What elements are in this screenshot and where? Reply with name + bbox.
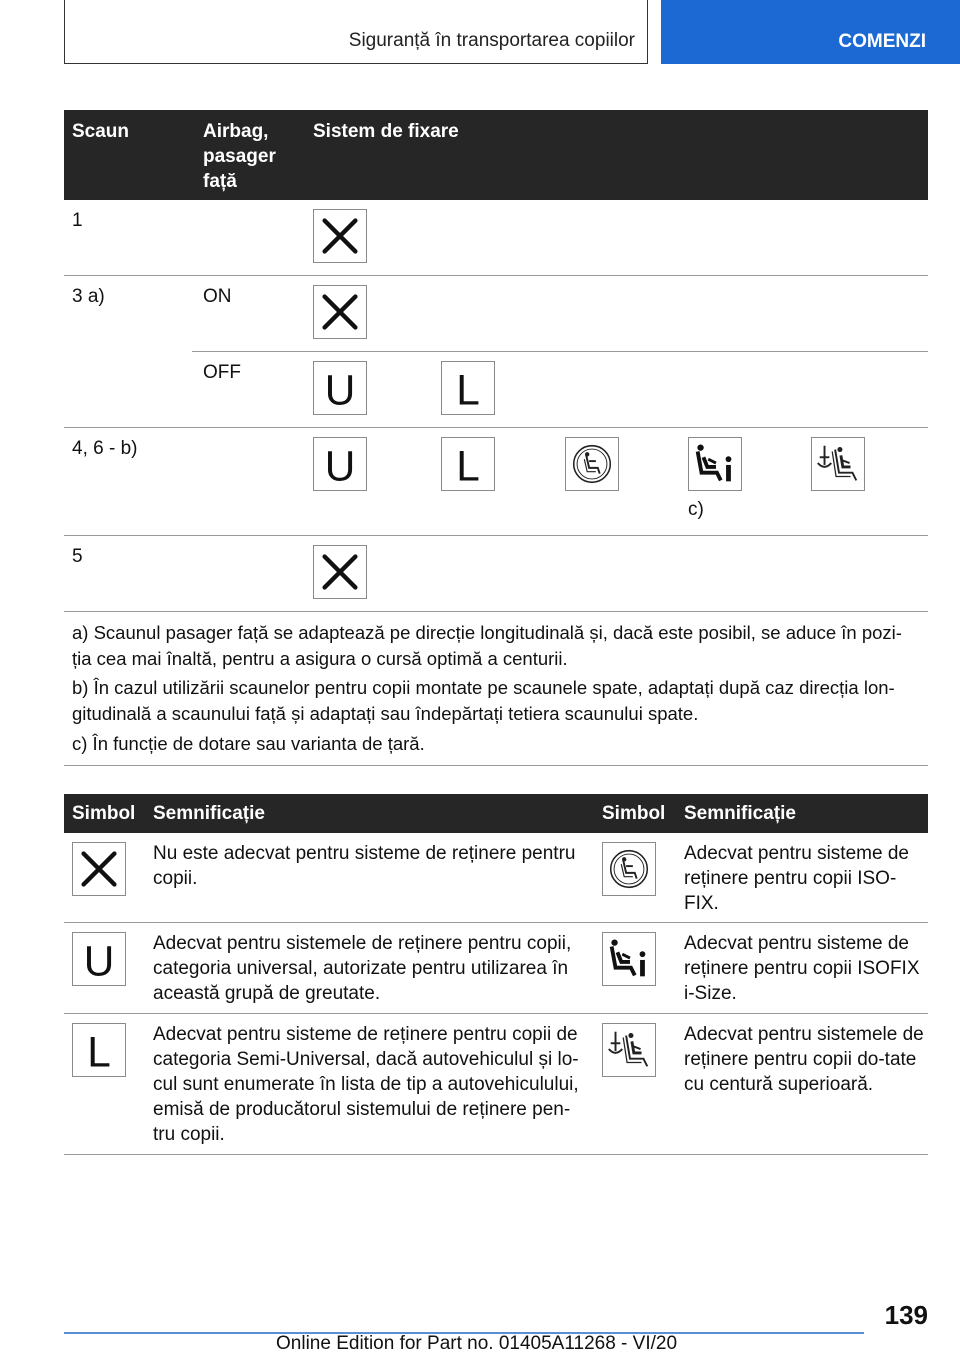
universal-icon — [72, 932, 126, 986]
legend-meaning: Adecvat pentru sistemele de reținere pentru copii do‐tate cu centură superioară. — [684, 1024, 924, 1095]
isofix-isize-icon — [602, 932, 656, 986]
table-row — [64, 1014, 928, 1155]
legend-meaning: Nu este adecvat pentru sisteme de reținere pentru copii. — [153, 843, 576, 889]
legend-meaning: Adecvat pentru sisteme de reținere pentru copii ISOFIX i-Size. — [684, 933, 920, 1004]
seat-value: 4, 6 - b) — [72, 438, 138, 459]
symbol-legend-table — [64, 794, 928, 1155]
svg-text:U: U — [83, 937, 115, 985]
table-row — [64, 833, 928, 923]
legend-meaning: Adecvat pentru sisteme de reținere pentru copii ISO‐FIX. — [684, 843, 909, 914]
header-symbol-right: Simbol — [602, 803, 666, 824]
legend-table-header — [64, 794, 928, 833]
semi-universal-icon — [441, 437, 495, 491]
table-row — [64, 428, 928, 536]
header-fixing-system: Sistem de fixare — [313, 121, 459, 142]
not-suitable-icon — [313, 209, 367, 263]
svg-text:L: L — [456, 442, 480, 490]
legend-meaning: Adecvat pentru sistemele de reținere pentru copii, categoria universal, autorizate pentru utilizarea în această grupă de greutate. — [153, 933, 572, 1004]
header-airbag: Airbag, pasager față — [203, 121, 276, 192]
table-row — [64, 923, 928, 1014]
table-row — [64, 536, 928, 612]
header-seat: Scaun — [72, 121, 130, 142]
svg-text:L: L — [456, 366, 480, 414]
universal-icon — [313, 361, 367, 415]
table-notes — [64, 612, 928, 766]
note-b: b) În cazul utilizării scaunelor pentru copii montate pe scaunele spate, adaptați după caz direcția lon‐gitudinală a scaunului față și adaptați sau îndepărtați tetiera scaunului spate. — [72, 677, 895, 724]
svg-text:L: L — [87, 1028, 111, 1076]
isofix-isize-icon — [688, 437, 742, 491]
not-suitable-icon — [313, 545, 367, 599]
header-section-box — [64, 0, 648, 64]
table-row — [72, 276, 928, 352]
seat-table-header — [64, 110, 928, 200]
page-number: 139 — [884, 1300, 928, 1330]
seat-value: 5 — [72, 546, 83, 567]
footnote-marker: c) — [688, 499, 704, 520]
semi-universal-icon — [72, 1023, 126, 1077]
top-tether-icon — [602, 1023, 656, 1077]
table-row — [64, 352, 928, 428]
tab-label: COMENZI — [838, 31, 926, 52]
airbag-value: ON — [203, 286, 232, 307]
note-c: c) În funcție de dotare sau varianta de țară. — [72, 733, 425, 754]
seat-value: 1 — [72, 210, 83, 231]
note-a: a) Scaunul pasager față se adaptează pe direcție longitudinală și, dacă este posibil, se aduce în pozi‐ția cea mai înaltă, pentru a asigura o cursă optimă a centurii. — [72, 622, 902, 669]
semi-universal-icon — [441, 361, 495, 415]
not-suitable-icon — [313, 285, 367, 339]
universal-icon — [313, 437, 367, 491]
seat-compatibility-table — [64, 110, 928, 766]
tab-comenzi[interactable] — [661, 0, 960, 64]
top-tether-icon — [811, 437, 865, 491]
header-symbol-left: Simbol — [72, 803, 136, 824]
section-title: Siguranță în transportarea copiilor — [348, 30, 635, 51]
edition-text: Online Edition for Part no. 01405A11268 - VI/20 — [276, 1333, 678, 1354]
airbag-value: OFF — [203, 362, 241, 383]
svg-text:U: U — [324, 366, 356, 414]
legend-meaning: Adecvat pentru sisteme de reținere pentru copii de categoria Semi-Universal, dacă autovehiculul și lo‐cul sunt enumerate în lista de tip a autovehiculului, emisă de producătorul sistemului de reținere pen‐tru copii. — [153, 1024, 579, 1145]
header-meaning-right: Semnificație — [684, 803, 796, 824]
header-meaning-left: Semnificație — [153, 803, 265, 824]
table-row — [64, 200, 928, 276]
isofix-icon — [602, 842, 656, 896]
seat-value: 3 a) — [72, 286, 105, 307]
isofix-icon — [565, 437, 619, 491]
svg-text:U: U — [324, 442, 356, 490]
not-suitable-icon — [72, 842, 126, 896]
